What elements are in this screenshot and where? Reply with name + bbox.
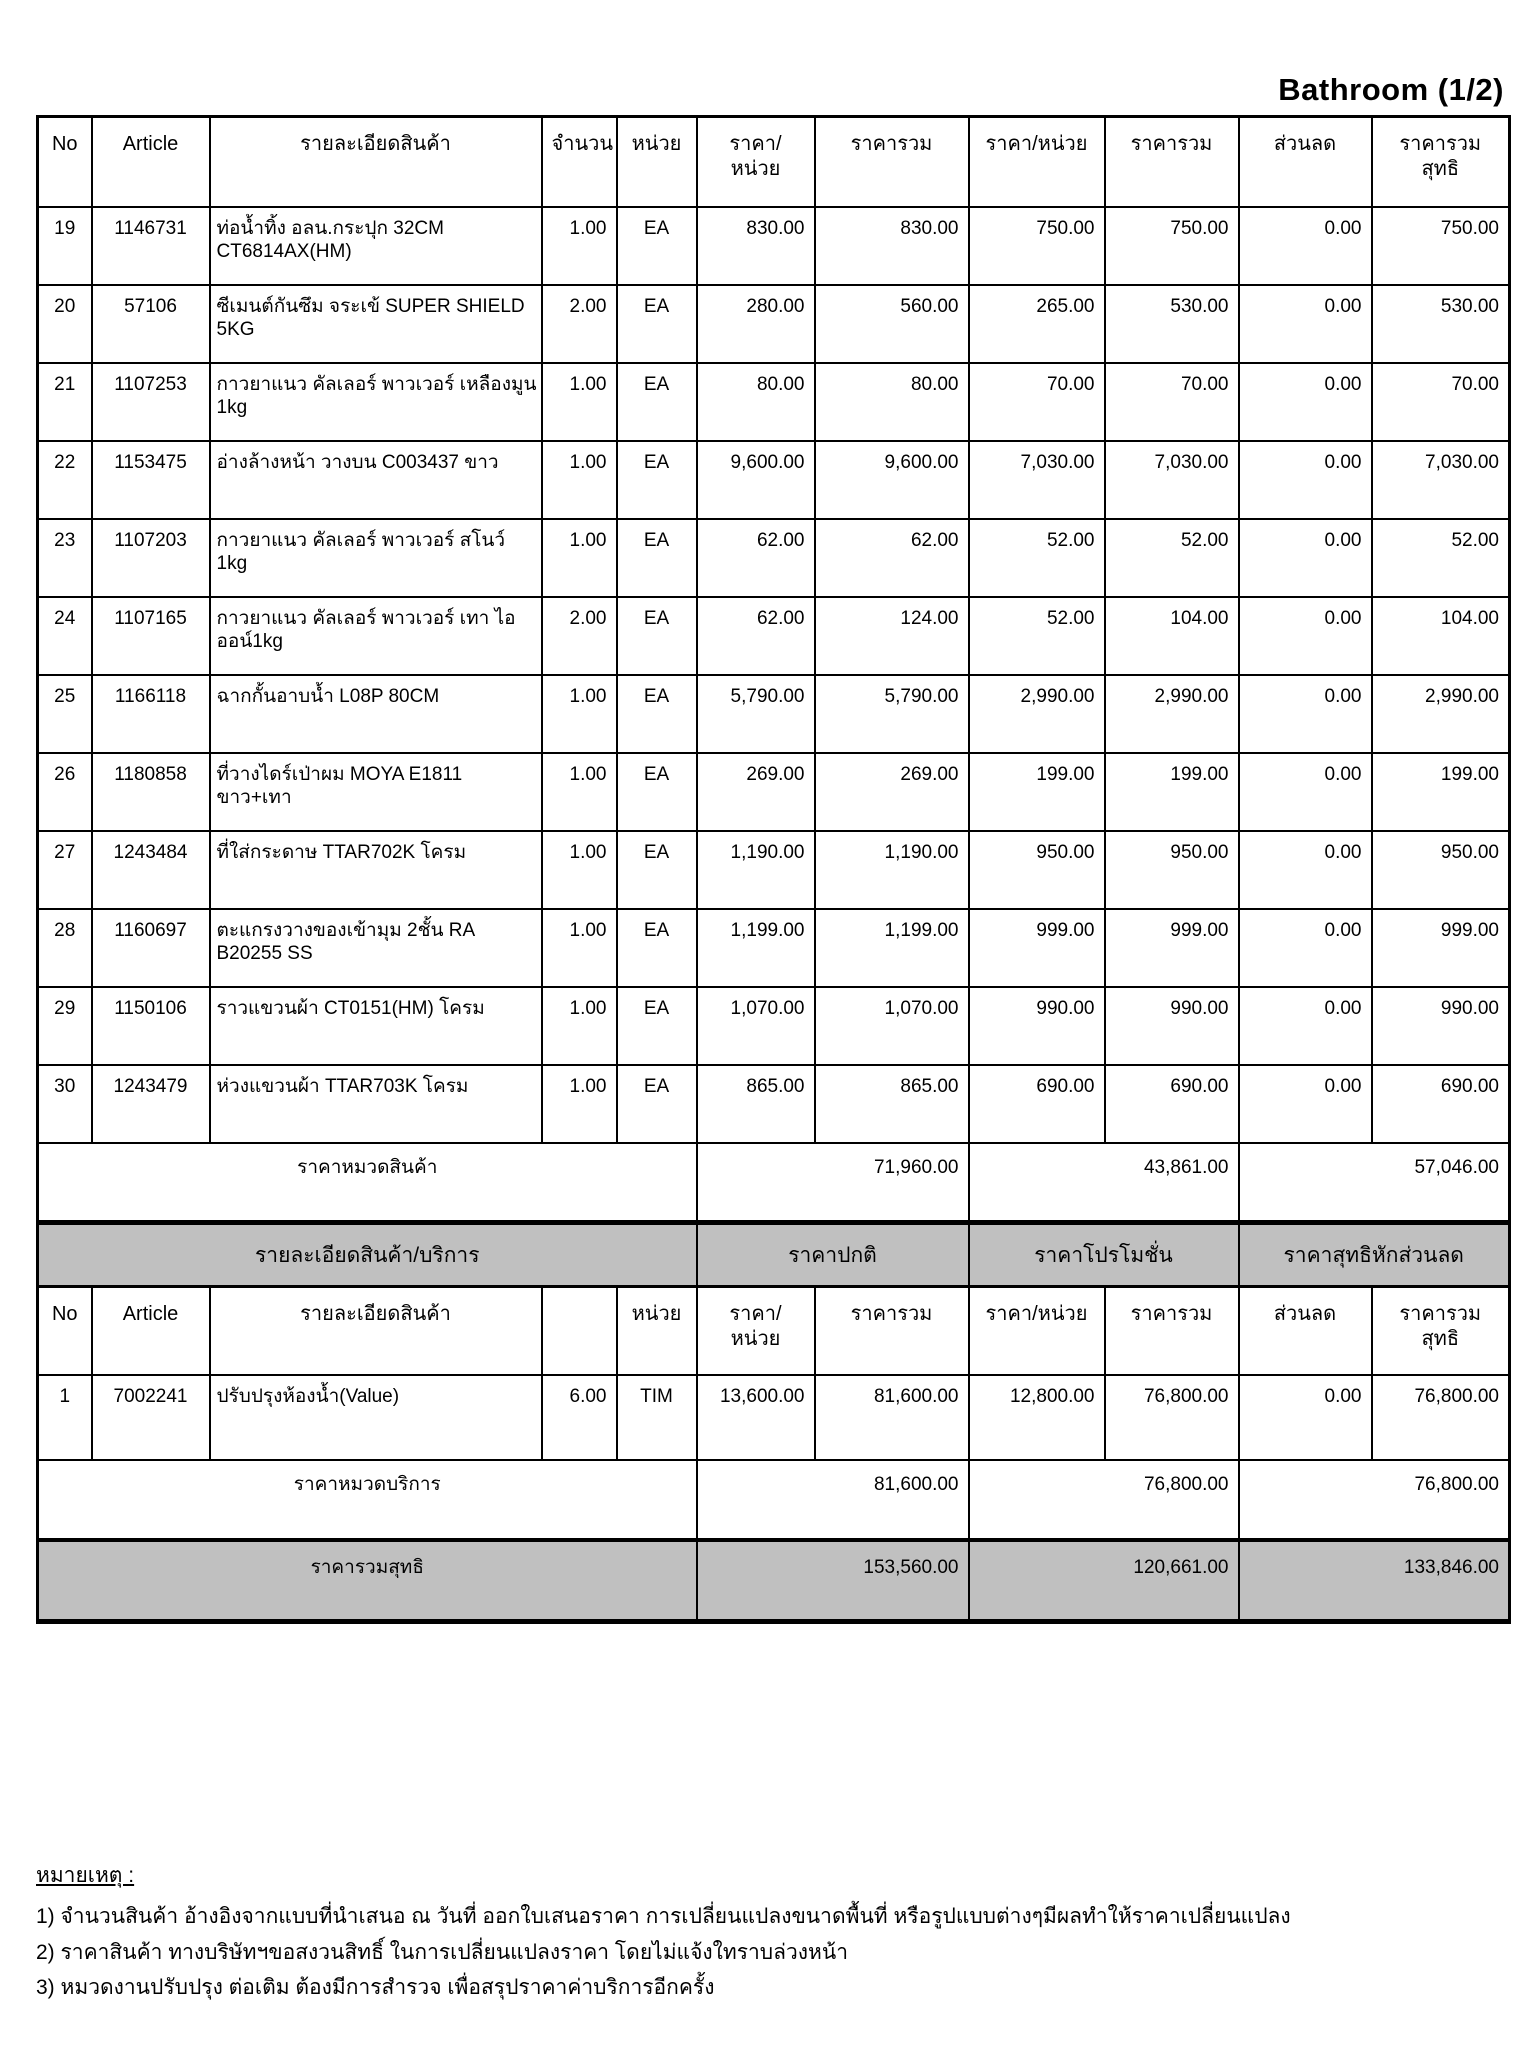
- cell-unit-price-normal: 1,190.00: [697, 831, 815, 909]
- cell-total-normal: 830.00: [815, 207, 969, 285]
- table-row: [38, 519, 1510, 597]
- cell-total-promo: 104.00: [1105, 597, 1239, 675]
- cell-qty: 1.00: [542, 363, 617, 441]
- band-label-description: รายละเอียดสินค้า/บริการ: [38, 1223, 697, 1287]
- cell-unit-price-promo: 999.00: [969, 909, 1105, 987]
- cell-description: กาวยาแนว คัลเลอร์ พาวเวอร์ เหลืองมูน 1kg: [210, 363, 542, 441]
- cell-description: กาวยาแนว คัลเลอร์ พาวเวอร์ สโนว์ 1kg: [210, 519, 542, 597]
- col-header-total-normal: ราคารวม: [815, 117, 969, 207]
- cell-no: 27: [38, 831, 92, 909]
- cell-discount: 0.00: [1239, 1375, 1372, 1460]
- cell-unit-price-promo: 990.00: [969, 987, 1105, 1065]
- cell-unit-price-promo: 265.00: [969, 285, 1105, 363]
- quotation-table: [36, 115, 1511, 1624]
- cell-no: 28: [38, 909, 92, 987]
- cell-unit-price-promo: 7,030.00: [969, 441, 1105, 519]
- col-header-description: รายละเอียดสินค้า: [210, 1287, 542, 1375]
- notes-heading: หมายเหตุ :: [36, 1864, 135, 1887]
- cell-unit-price-normal: 269.00: [697, 753, 815, 831]
- note-item: 3) หมวดงานปรับปรุง ต่อเติม ต้องมีการสำรวจ เพื่อสรุปราคาค่าบริการอีกครั้ง: [36, 1975, 715, 1999]
- col-header-qty: จำนวน: [542, 117, 617, 207]
- cell-no: 21: [38, 363, 92, 441]
- cell-article: 57106: [92, 285, 210, 363]
- table-row: [38, 831, 1510, 909]
- cell-qty: 1.00: [542, 675, 617, 753]
- cell-description: ซีเมนต์กันซึม จระเข้ SUPER SHIELD 5KG: [210, 285, 542, 363]
- cell-total-promo: 7,030.00: [1105, 441, 1239, 519]
- table-row: [38, 1065, 1510, 1143]
- totals-section: [38, 1460, 1510, 1622]
- grand-total-net: 133,846.00: [1239, 1540, 1510, 1622]
- col-header-net-total: ราคารวมสุทธิ: [1372, 1287, 1510, 1375]
- cell-qty: 1.00: [542, 207, 617, 285]
- table-row: [38, 363, 1510, 441]
- cell-unit: EA: [617, 753, 697, 831]
- products-body: [38, 207, 1510, 1143]
- table-row: [38, 675, 1510, 753]
- cell-total-promo: 70.00: [1105, 363, 1239, 441]
- cell-no: 30: [38, 1065, 92, 1143]
- products-total-promo: 43,861.00: [969, 1143, 1239, 1223]
- cell-unit-price-normal: 280.00: [697, 285, 815, 363]
- band-label-normal-price: ราคาปกติ: [697, 1223, 969, 1287]
- cell-unit-price-promo: 12,800.00: [969, 1375, 1105, 1460]
- cell-net-total: 990.00: [1372, 987, 1510, 1065]
- table-row: [38, 1375, 1510, 1460]
- cell-article: 1243479: [92, 1065, 210, 1143]
- col-header-article: Article: [92, 117, 210, 207]
- cell-total-promo: 690.00: [1105, 1065, 1239, 1143]
- cell-article: 1150106: [92, 987, 210, 1065]
- band-label-net-price: ราคาสุทธิหักส่วนลด: [1239, 1223, 1510, 1287]
- cell-unit-price-promo: 70.00: [969, 363, 1105, 441]
- page-title: Bathroom (1/2): [1278, 72, 1504, 107]
- table-row: [38, 207, 1510, 285]
- grand-total-normal: 153,560.00: [697, 1540, 969, 1622]
- table-row: [38, 753, 1510, 831]
- products-summary-section: [38, 1143, 1510, 1375]
- cell-unit: EA: [617, 1065, 697, 1143]
- col-header-unit-price-promo: ราคา/หน่วย: [969, 117, 1105, 207]
- col-header-unit-price-promo: ราคา/หน่วย: [969, 1287, 1105, 1375]
- col-header-no: No: [38, 117, 92, 207]
- band-label-promo-price: ราคาโปรโมชั่น: [969, 1223, 1239, 1287]
- cell-unit-price-promo: 950.00: [969, 831, 1105, 909]
- notes: [36, 1858, 1291, 2005]
- table-row: [38, 597, 1510, 675]
- cell-total-normal: 80.00: [815, 363, 969, 441]
- table-row: [38, 987, 1510, 1065]
- products-header-row: [38, 117, 1510, 207]
- cell-article: 1160697: [92, 909, 210, 987]
- cell-unit-price-normal: 1,199.00: [697, 909, 815, 987]
- cell-qty: 1.00: [542, 1065, 617, 1143]
- col-header-no: No: [38, 1287, 92, 1375]
- cell-discount: 0.00: [1239, 597, 1372, 675]
- cell-total-promo: 950.00: [1105, 831, 1239, 909]
- cell-no: 26: [38, 753, 92, 831]
- cell-description: ท่อน้ำทิ้ง อลน.กระปุก 32CM CT6814AX(HM): [210, 207, 542, 285]
- cell-discount: 0.00: [1239, 753, 1372, 831]
- cell-description: ปรับปรุงห้องน้ำ(Value): [210, 1375, 542, 1460]
- cell-unit: EA: [617, 285, 697, 363]
- cell-net-total: 530.00: [1372, 285, 1510, 363]
- cell-net-total: 52.00: [1372, 519, 1510, 597]
- cell-article: 1107203: [92, 519, 210, 597]
- cell-description: กาวยาแนว คัลเลอร์ พาวเวอร์ เทา ไอออน์1kg: [210, 597, 542, 675]
- cell-article: 1166118: [92, 675, 210, 753]
- table-row: [38, 285, 1510, 363]
- services-total-normal: 81,600.00: [697, 1460, 969, 1540]
- services-summary-label: ราคาหมวดบริการ: [38, 1460, 697, 1540]
- cell-discount: 0.00: [1239, 285, 1372, 363]
- cell-total-normal: 1,199.00: [815, 909, 969, 987]
- cell-discount: 0.00: [1239, 519, 1372, 597]
- services-header-row: [38, 1287, 1510, 1375]
- cell-unit-price-normal: 5,790.00: [697, 675, 815, 753]
- cell-net-total: 950.00: [1372, 831, 1510, 909]
- cell-description: ฉากกั้นอาบน้ำ L08P 80CM: [210, 675, 542, 753]
- cell-unit-price-promo: 52.00: [969, 597, 1105, 675]
- cell-discount: 0.00: [1239, 363, 1372, 441]
- cell-no: 20: [38, 285, 92, 363]
- cell-unit: TIM: [617, 1375, 697, 1460]
- cell-unit-price-promo: 750.00: [969, 207, 1105, 285]
- note-item: 1) จำนวนสินค้า อ้างอิงจากแบบที่นำเสนอ ณ วันที่ ออกใบเสนอราคา การเปลี่ยนแปลงขนาดพื้นที่ หรือรูปแบบต่างๆมีผลทำให้ราคาเปลี่ยนแปลง: [36, 1905, 1291, 1929]
- cell-discount: 0.00: [1239, 987, 1372, 1065]
- col-header-unit-price-normal: ราคา/หน่วย: [697, 117, 815, 207]
- cell-no: 1: [38, 1375, 92, 1460]
- cell-discount: 0.00: [1239, 909, 1372, 987]
- cell-qty: 1.00: [542, 987, 617, 1065]
- cell-unit: EA: [617, 207, 697, 285]
- cell-total-normal: 62.00: [815, 519, 969, 597]
- cell-no: 23: [38, 519, 92, 597]
- col-header-unit-price-normal: ราคา/หน่วย: [697, 1287, 815, 1375]
- col-header-description: รายละเอียดสินค้า: [210, 117, 542, 207]
- cell-unit-price-normal: 830.00: [697, 207, 815, 285]
- cell-article: 1153475: [92, 441, 210, 519]
- cell-unit-price-normal: 62.00: [697, 597, 815, 675]
- cell-net-total: 199.00: [1372, 753, 1510, 831]
- cell-discount: 0.00: [1239, 207, 1372, 285]
- cell-unit: EA: [617, 441, 697, 519]
- cell-description: ที่ใส่กระดาษ TTAR702K โครม: [210, 831, 542, 909]
- cell-total-promo: 52.00: [1105, 519, 1239, 597]
- cell-net-total: 70.00: [1372, 363, 1510, 441]
- cell-no: 22: [38, 441, 92, 519]
- cell-total-normal: 9,600.00: [815, 441, 969, 519]
- services-body: [38, 1375, 1510, 1460]
- services-summary-row: [38, 1460, 1510, 1540]
- products-header-section: [38, 117, 1510, 207]
- cell-total-normal: 1,190.00: [815, 831, 969, 909]
- cell-unit: EA: [617, 831, 697, 909]
- services-total-promo: 76,800.00: [969, 1460, 1239, 1540]
- cell-net-total: 104.00: [1372, 597, 1510, 675]
- cell-unit: EA: [617, 597, 697, 675]
- cell-total-promo: 999.00: [1105, 909, 1239, 987]
- cell-net-total: 750.00: [1372, 207, 1510, 285]
- products-summary-label: ราคาหมวดสินค้า: [38, 1143, 697, 1223]
- cell-net-total: 999.00: [1372, 909, 1510, 987]
- col-header-qty-blank: [542, 1287, 617, 1375]
- cell-unit-price-normal: 13,600.00: [697, 1375, 815, 1460]
- cell-total-promo: 990.00: [1105, 987, 1239, 1065]
- cell-total-normal: 560.00: [815, 285, 969, 363]
- cell-no: 24: [38, 597, 92, 675]
- cell-unit: EA: [617, 675, 697, 753]
- cell-unit: EA: [617, 519, 697, 597]
- cell-net-total: 2,990.00: [1372, 675, 1510, 753]
- cell-total-promo: 530.00: [1105, 285, 1239, 363]
- cell-total-promo: 750.00: [1105, 207, 1239, 285]
- cell-unit-price-normal: 80.00: [697, 363, 815, 441]
- cell-unit-price-promo: 52.00: [969, 519, 1105, 597]
- table-row: [38, 441, 1510, 519]
- col-header-unit: หน่วย: [617, 1287, 697, 1375]
- col-header-net-total: ราคารวมสุทธิ: [1372, 117, 1510, 207]
- table-row: [38, 909, 1510, 987]
- cell-discount: 0.00: [1239, 675, 1372, 753]
- cell-total-promo: 2,990.00: [1105, 675, 1239, 753]
- cell-no: 29: [38, 987, 92, 1065]
- cell-total-normal: 124.00: [815, 597, 969, 675]
- cell-total-normal: 81,600.00: [815, 1375, 969, 1460]
- grand-total-row: [38, 1540, 1510, 1622]
- cell-description: อ่างล้างหน้า วางบน C003437 ขาว: [210, 441, 542, 519]
- col-header-discount: ส่วนลด: [1239, 1287, 1372, 1375]
- cell-description: ตะแกรงวางของเข้ามุม 2ชั้น RA B20255 SS: [210, 909, 542, 987]
- cell-unit-price-promo: 2,990.00: [969, 675, 1105, 753]
- cell-no: 25: [38, 675, 92, 753]
- cell-unit-price-normal: 1,070.00: [697, 987, 815, 1065]
- cell-article: 1243484: [92, 831, 210, 909]
- products-total-net: 57,046.00: [1239, 1143, 1510, 1223]
- cell-unit-price-normal: 62.00: [697, 519, 815, 597]
- cell-article: 1180858: [92, 753, 210, 831]
- col-header-total-normal: ราคารวม: [815, 1287, 969, 1375]
- cell-total-promo: 76,800.00: [1105, 1375, 1239, 1460]
- cell-description: ห่วงแขวนผ้า TTAR703K โครม: [210, 1065, 542, 1143]
- cell-discount: 0.00: [1239, 1065, 1372, 1143]
- cell-article: 1146731: [92, 207, 210, 285]
- cell-qty: 1.00: [542, 831, 617, 909]
- cell-total-promo: 199.00: [1105, 753, 1239, 831]
- products-total-normal: 71,960.00: [697, 1143, 969, 1223]
- grand-total-promo: 120,661.00: [969, 1540, 1239, 1622]
- col-header-discount: ส่วนลด: [1239, 117, 1372, 207]
- cell-net-total: 76,800.00: [1372, 1375, 1510, 1460]
- cell-net-total: 7,030.00: [1372, 441, 1510, 519]
- cell-article: 1107165: [92, 597, 210, 675]
- cell-total-normal: 5,790.00: [815, 675, 969, 753]
- services-total-net: 76,800.00: [1239, 1460, 1510, 1540]
- cell-discount: 0.00: [1239, 441, 1372, 519]
- cell-net-total: 690.00: [1372, 1065, 1510, 1143]
- products-summary-row: [38, 1143, 1510, 1223]
- cell-qty: 1.00: [542, 519, 617, 597]
- col-header-article: Article: [92, 1287, 210, 1375]
- cell-unit-price-promo: 690.00: [969, 1065, 1105, 1143]
- cell-unit-price-normal: 865.00: [697, 1065, 815, 1143]
- cell-no: 19: [38, 207, 92, 285]
- cell-qty: 1.00: [542, 909, 617, 987]
- cell-unit-price-normal: 9,600.00: [697, 441, 815, 519]
- col-header-total-promo: ราคารวม: [1105, 117, 1239, 207]
- cell-qty: 6.00: [542, 1375, 617, 1460]
- col-header-unit: หน่วย: [617, 117, 697, 207]
- cell-unit-price-promo: 199.00: [969, 753, 1105, 831]
- cell-unit: EA: [617, 909, 697, 987]
- cell-unit: EA: [617, 987, 697, 1065]
- cell-article: 1107253: [92, 363, 210, 441]
- cell-qty: 2.00: [542, 597, 617, 675]
- cell-total-normal: 1,070.00: [815, 987, 969, 1065]
- cell-qty: 1.00: [542, 753, 617, 831]
- cell-article: 7002241: [92, 1375, 210, 1460]
- cell-unit: EA: [617, 363, 697, 441]
- cell-qty: 1.00: [542, 441, 617, 519]
- grand-total-label: ราคารวมสุทธิ: [38, 1540, 697, 1622]
- services-section-band: [38, 1223, 1510, 1287]
- cell-total-normal: 865.00: [815, 1065, 969, 1143]
- note-item: 2) ราคาสินค้า ทางบริษัทฯขอสงวนสิทธิ์ ในการเปลี่ยนแปลงราคา โดยไม่แจ้งใทราบล่วงหน้า: [36, 1940, 849, 1964]
- cell-total-normal: 269.00: [815, 753, 969, 831]
- cell-qty: 2.00: [542, 285, 617, 363]
- col-header-total-promo: ราคารวม: [1105, 1287, 1239, 1375]
- cell-description: ราวแขวนผ้า CT0151(HM) โครม: [210, 987, 542, 1065]
- cell-description: ที่วางไดร์เป่าผม MOYA E1811 ขาว+เทา: [210, 753, 542, 831]
- cell-discount: 0.00: [1239, 831, 1372, 909]
